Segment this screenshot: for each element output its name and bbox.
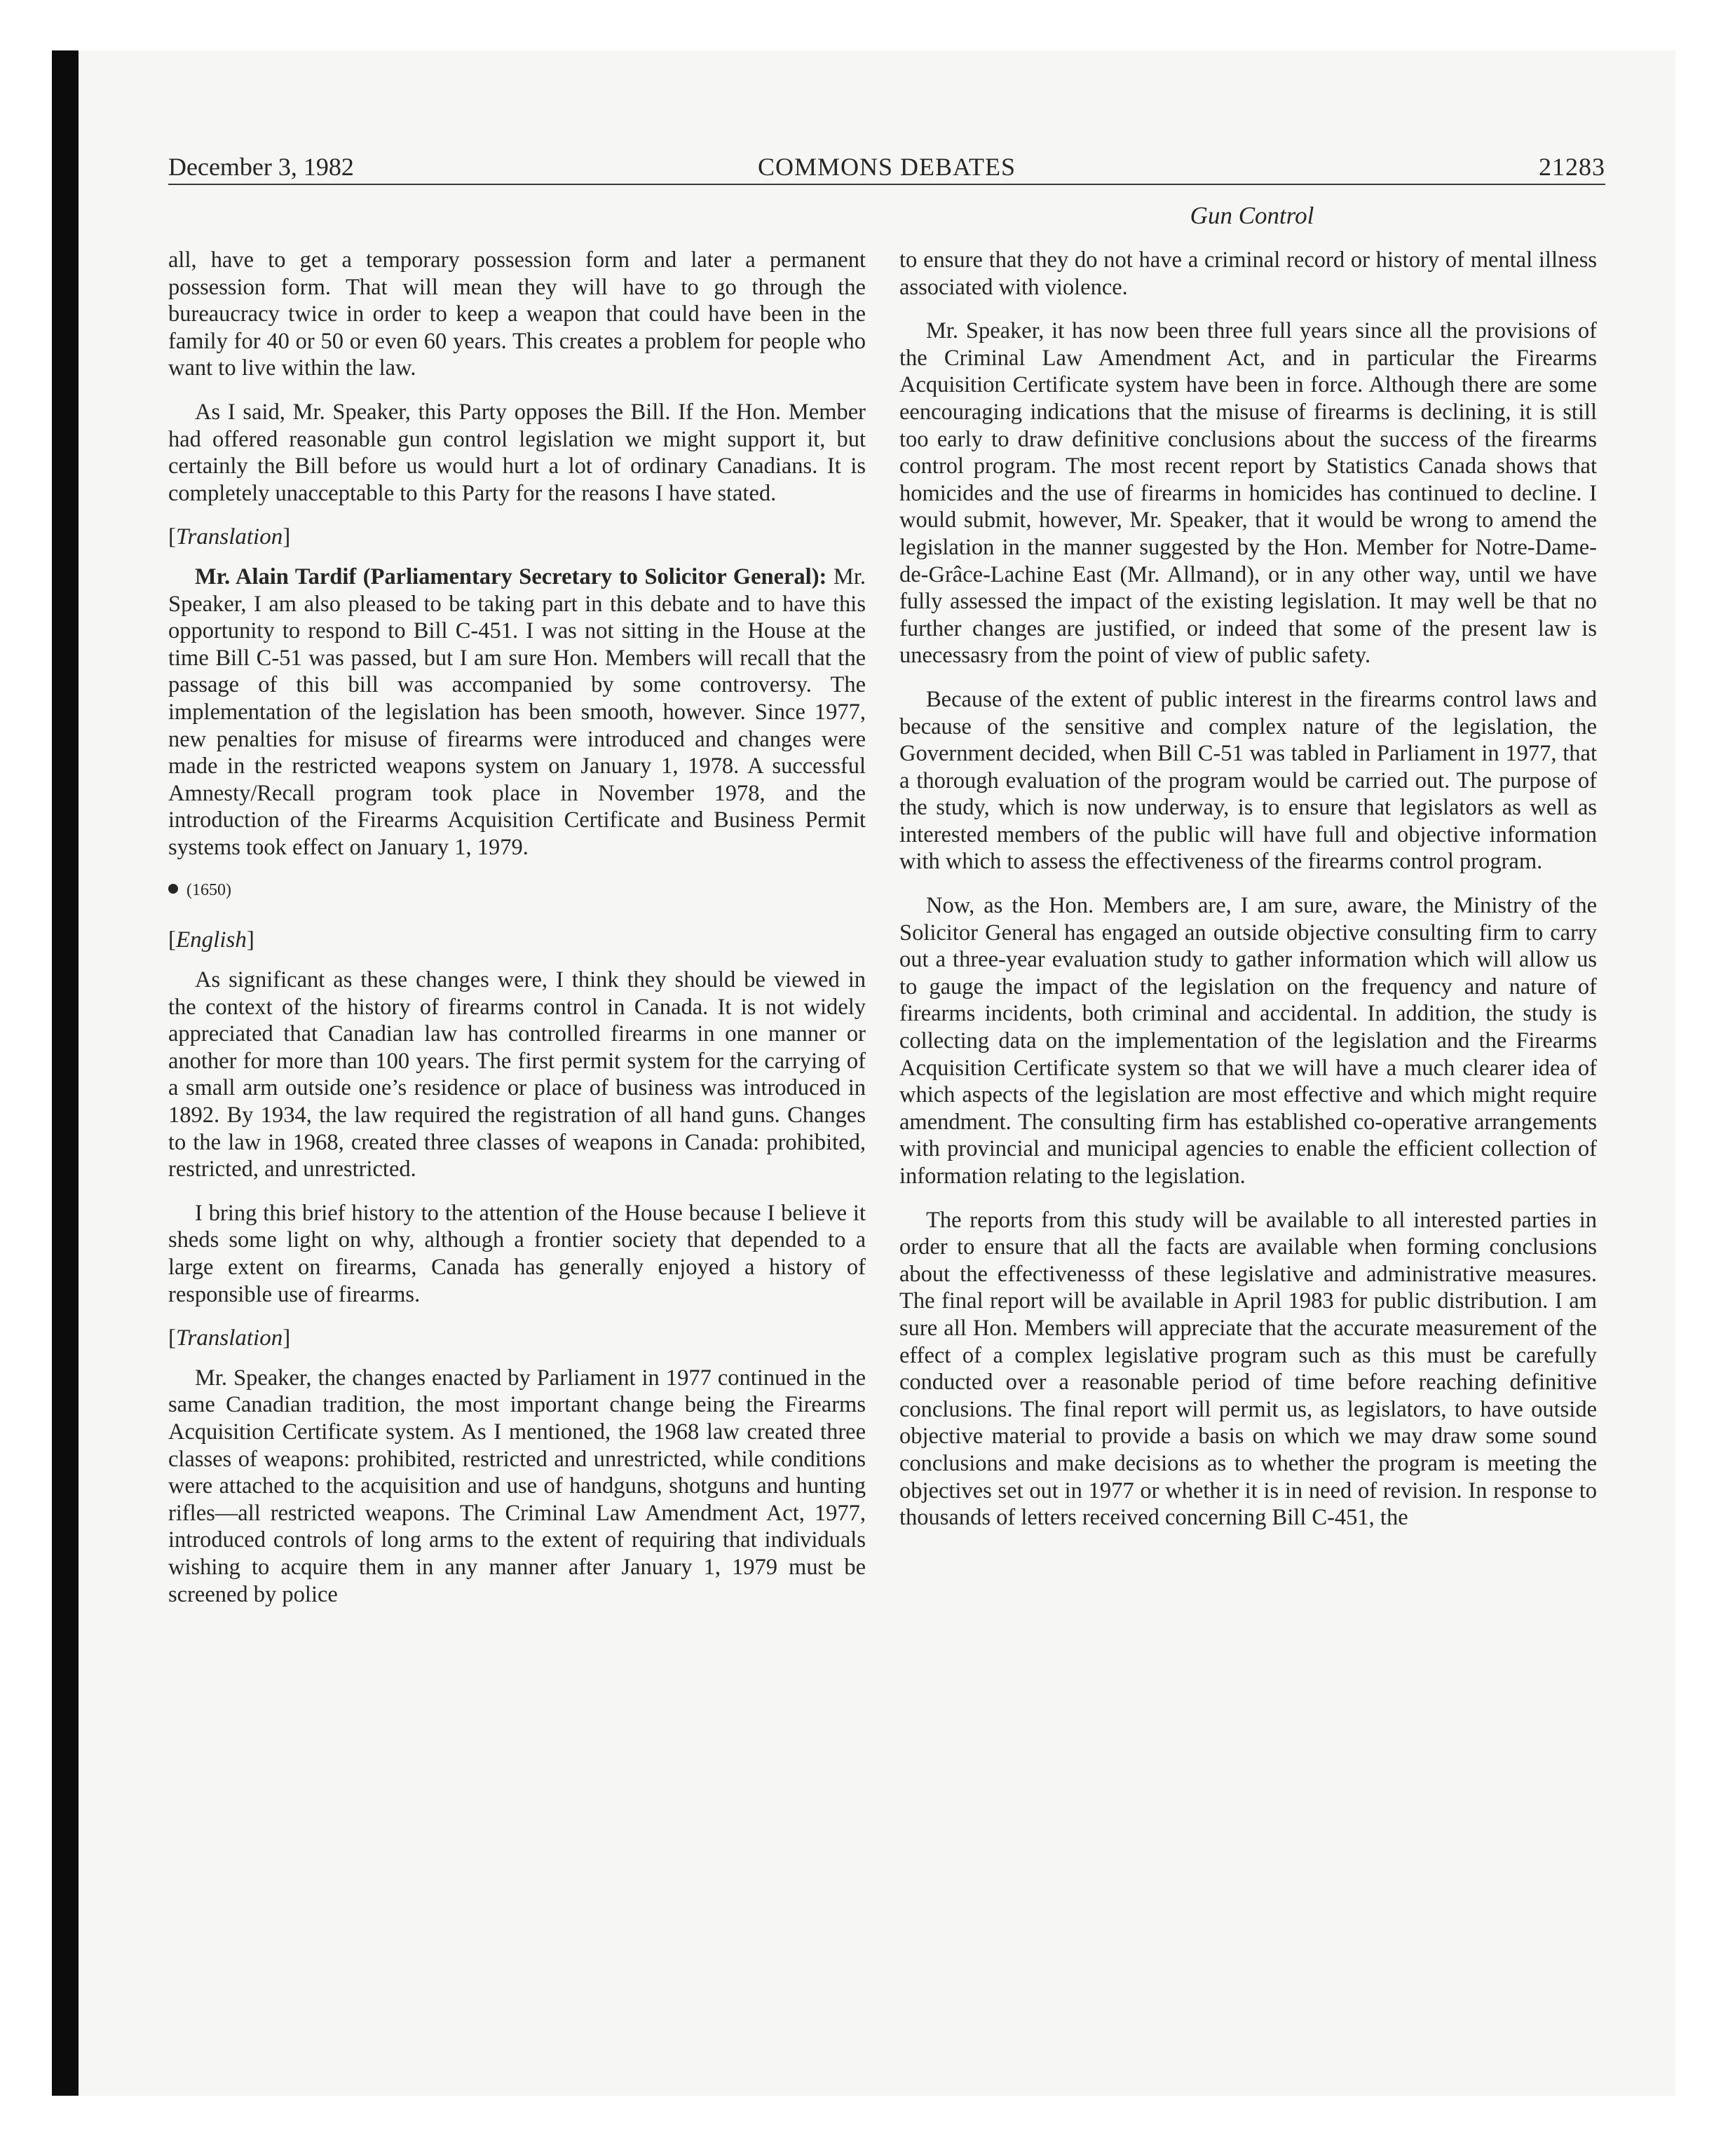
paragraph: Now, as the Hon. Members are, I am sure, aware, the Ministry of the Solicitor General has engaged an outside objective consulting firm to carry out a three-year evaluation study to gather information which will allow us to gauge the impact of the legislation on the frequency and nature of firearms incidents, both criminal and accidental. In addition, the study is collecting data on the implementation of the legislation and the Firearms Acquisition Certificate system so that we will have a much clearer idea of which aspects of the legislation are most effective and which might require amendment. The consulting firm has established co-operative arrangements with provincial and municipal agencies to enable the efficient collection of information relating to the legislation.	[899, 893, 1597, 1189]
language-marker-translation: [Translation]	[168, 524, 291, 550]
paragraph: I bring this brief history to the attention of the House because I believe it sheds some light on why, although a frontier society that depended to a large extent on firearms, Canada has generally enjoyed a history of responsible use of firearms.	[168, 1200, 866, 1307]
paragraph: The reports from this study will be available to all interested parties in order to ensure that all the facts are available when forming conclusions about the effectivenesss of these legislative and administrative measures. The final report will be available in April 1983 for public distribution. I am sure all Hon. Members will appreciate that the accurate measurement of the effect of a complex legislative program such as this must be carefully conducted over a reasonable period of time before reaching definitive conclusions. The final report will permit us, as legislators, to have outside objective material to provide a basis on which we may draw some sound conclusions and make decisions as to whether the program is meeting the objectives set out in 1977 or whether it is in need of revision. In response to thousands of letters received concerning Bill C-451, the	[899, 1207, 1597, 1531]
header-date: December 3, 1982	[168, 153, 354, 181]
header-page-number: 21283	[1539, 153, 1605, 181]
right-column	[899, 247, 1597, 1548]
paragraph: As significant as these changes were, I think they should be viewed in the context of the history of firearms control in Canada. It is not widely appreciated that Canadian law has controlled firearms in one manner or another for more than 100 years. The first permit system for the carrying of a small arm outside one’s residence or place of business was introduced in 1892. By 1934, the law required the registration of all hand guns. Changes to the law in 1968, created three classes of weapons in Canada: prohibited, restricted, and unrestricted.	[168, 967, 866, 1182]
language-marker-label: Translation	[176, 1325, 283, 1351]
paragraph: all, have to get a temporary possession form and later a permanent possession form. That will mean they will have to go through the bureaucracy twice in order to keep a weapon that could have been in the family for 40 or 50 or even 60 years. This creates a problem for people who want to live within the law.	[168, 247, 866, 381]
language-marker-label: Translation	[176, 524, 283, 550]
language-marker-translation: [Translation]	[168, 1325, 291, 1351]
speaker-name: Mr. Alain Tardif (Parliamentary Secretary to Solicitor General):	[195, 564, 827, 589]
speech-paragraph	[168, 564, 866, 861]
speech-text: Mr. Speaker, I am also pleased to be taking part in this debate and to have this opportunity to respond to Bill C-451. I was not sitting in the House at the time Bill C-51 was passed, but I am sure Hon. Members will recall that the passage of this bill was accompanied by some controversy. The implementation of the legislation has been smooth, however. Since 1977, new penalties for misuse of firearms were introduced and changes were made in the restricted weapons system on January 1, 1978. A successful Amnesty/Recall program took place in November 1978, and the introduction of the Firearms Acquisition Certificate and Business Permit systems took effect on January 1, 1979.	[168, 564, 866, 860]
language-marker-english: [English]	[168, 927, 254, 953]
time-stamp-text: (1650)	[186, 881, 231, 900]
paragraph: As I said, Mr. Speaker, this Party opposes the Bill. If the Hon. Member had offered reasonable gun control legislation we might support it, but certainly the Bill before us would hurt a lot of ordinary Canadians. It is completely unacceptable to this Party for the reasons I have stated.	[168, 399, 866, 506]
paragraph: Mr. Speaker, it has now been three full years since all the provisions of the Criminal Law Amendment Act, and in particular the Firearms Acquisition Certificate system have been in force. Although there are some eencouraging indications that the misuse of firearms is declining, it is still too early to draw definitive conclusions about the success of the firearms control program. The most recent report by Statistics Canada shows that homicides and the use of firearms in homicides has continued to decline. I would submit, however, Mr. Speaker, that it would be wrong to amend the legislation in the manner suggested by the Hon. Member for Notre-Dame-de-Grâce-Lachine East (Mr. Allmand), or in any other way, until we have fully assessed the impact of the existing legislation. It may well be that no further changes are justified, or indeed that some of the present law is unecessasry from the point of view of public safety.	[899, 318, 1597, 669]
header-journal-title: COMMONS DEBATES	[757, 153, 1016, 181]
running-header	[168, 149, 1605, 185]
section-heading: Gun Control	[1190, 202, 1314, 229]
scan-edge-bar	[52, 50, 79, 2096]
language-marker-label: English	[176, 927, 247, 953]
header-rule	[168, 184, 1605, 185]
paragraph: to ensure that they do not have a criminal record or history of mental illness associated with violence.	[899, 247, 1597, 300]
paragraph: Mr. Speaker, the changes enacted by Parliament in 1977 continued in the same Canadian tradition, the most important change being the Firearms Acquisition Certificate system. As I mentioned, the 1968 law created three classes of weapons: prohibited, restricted and unrestricted, while conditions were attached to the acquisition and use of handguns, shotguns and hunting rifles—all restricted weapons. The Criminal Law Amendment Act, 1977, introduced controls of long arms to the extent of requiring that individuals wishing to acquire them in any manner after January 1, 1979 must be screened by police	[168, 1365, 866, 1607]
paragraph: Because of the extent of public interest in the firearms control laws and because of the sensitive and complex nature of the legislation, the Government decided, when Bill C-51 was tabled in Parliament in 1977, that a thorough evaluation of the program would be carried out. The purpose of the study, which is now underway, is to ensure that legislators as well as interested members of the public will have full and objective information with which to assess the effectiveness of the firearms control program.	[899, 686, 1597, 875]
bullet-dot-icon	[168, 884, 178, 894]
left-column	[168, 247, 866, 1625]
time-stamp	[168, 878, 866, 903]
